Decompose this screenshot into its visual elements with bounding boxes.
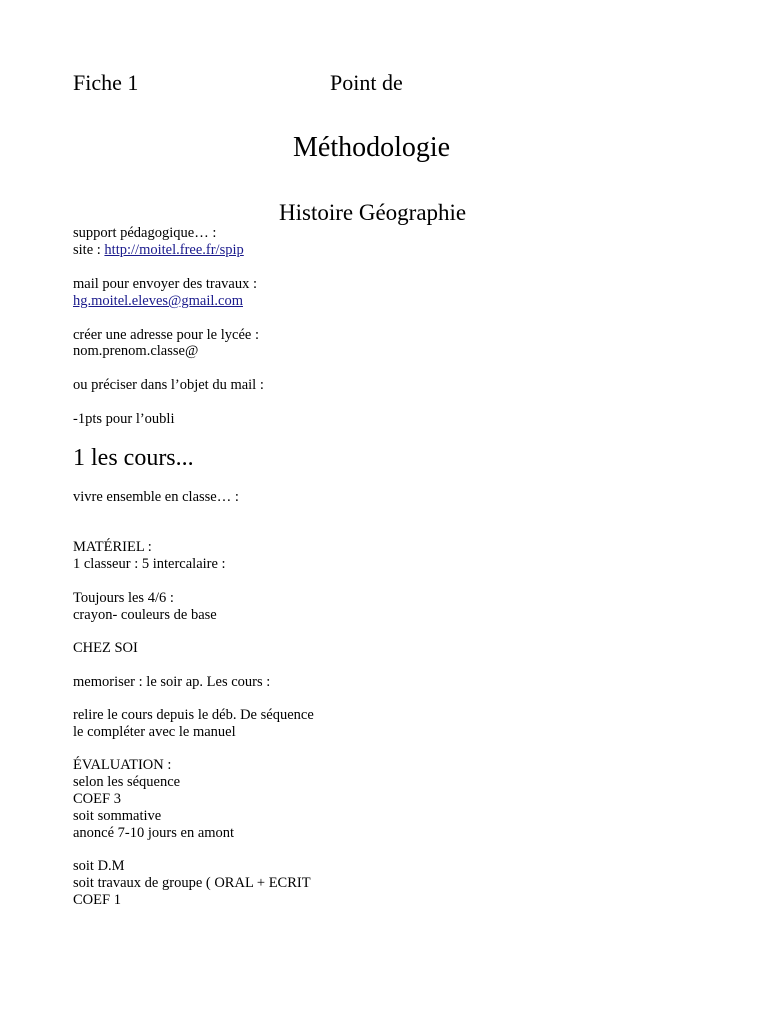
chez-soi-title: CHEZ SOI [73, 640, 138, 656]
support-label: support pédagogique… : [73, 225, 217, 241]
evaluation-title: ÉVALUATION : [73, 757, 172, 773]
mail-link[interactable]: hg.moitel.eleves@gmail.com [73, 293, 243, 309]
lycee-label: créer une adresse pour le lycée : [73, 327, 259, 343]
chez-soi-completer: le compléter avec le manuel [73, 724, 236, 740]
materiel-title: MATÉRIEL : [73, 539, 152, 555]
materiel-toujours: Toujours les 4/6 : [73, 590, 174, 606]
subject-title: Histoire Géographie [279, 200, 467, 225]
mail-label: mail pour envoyer des travaux : [73, 276, 258, 292]
evaluation-annonce: anoncé 7-10 jours en amont [73, 825, 235, 841]
vivre-ensemble: vivre ensemble en classe… : [73, 489, 239, 505]
lycee-format: nom.prenom.classe@ [73, 343, 199, 359]
chez-soi-relire: relire le cours depuis le déb. De séquence [73, 707, 314, 723]
fiche-number: Fiche 1 [73, 70, 139, 95]
site-link[interactable]: http://moitel.free.fr/spip [104, 242, 244, 258]
evaluation-dm: soit D.M [73, 858, 125, 874]
oubli-penalty: -1pts pour l’oubli [73, 411, 175, 427]
site-line [73, 243, 244, 258]
evaluation-groupe: soit travaux de groupe ( ORAL + ECRIT [73, 875, 311, 891]
objet-label: ou préciser dans l’objet du mail : [73, 377, 264, 393]
section-cours-title: 1 les cours... [73, 445, 194, 471]
materiel-crayon: crayon- couleurs de base [73, 607, 217, 623]
site-prefix: site : [73, 242, 105, 258]
point-de-heading: Point de [330, 70, 403, 95]
chez-soi-memoriser: memoriser : le soir ap. Les cours : [73, 674, 271, 690]
materiel-classeur: 1 classeur : 5 intercalaire : [73, 556, 226, 572]
evaluation-selon: selon les séquence [73, 774, 181, 790]
evaluation-coef1: COEF 1 [73, 892, 121, 908]
evaluation-coef3: COEF 3 [73, 791, 121, 807]
evaluation-sommative: soit sommative [73, 808, 162, 824]
methodologie-title: Méthodologie [293, 132, 451, 163]
